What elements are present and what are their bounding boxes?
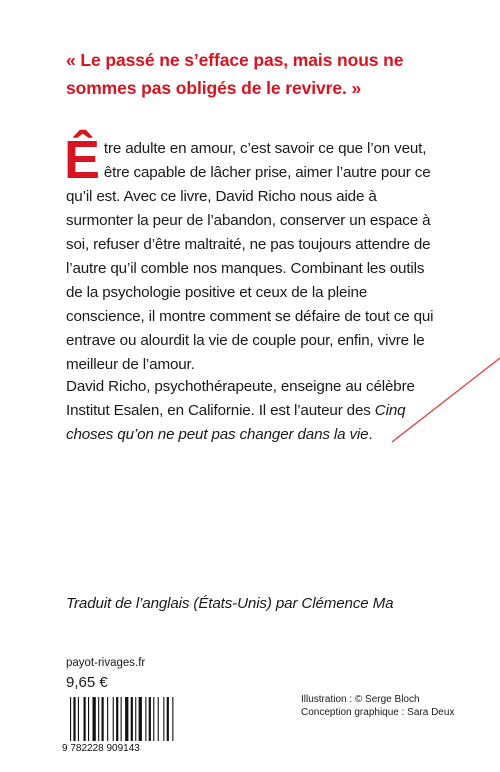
translator-credit: Traduit de l’anglais (États-Unis) par Clémence Ma: [66, 595, 394, 612]
bio-book-title: Cinq choses qu’on ne peut pas changer dans la vie: [66, 402, 406, 443]
pull-quote: « Le passé ne s’efface pas, mais nous ne sommes pas obligés de le revivre. »: [66, 50, 404, 98]
bio-end: .: [368, 426, 373, 443]
illustration-credit: Illustration : © Serge Bloch: [301, 694, 420, 705]
description-text: tre adulte en amour, c’est savoir ce que l’on veut, être capable de lâcher prise, aimer l’autre pour ce qu’il est. Avec ce livre, David Richo nous aide à surmonter la peur de l’abandon, conserver un espace à soi, refuser d’être maltraité, ne pas toujours attendre de l’autre qu’il comble nos manques. Combinant les outils de la psychologie positive et ceux de la pleine conscience, il montre comment se défaire de tout ce qui entrave ou alourdit la vie de couple pour, enfin, vivre le meilleur de l’amour.: [66, 140, 434, 373]
bio-text: David Richo, psychothérapeute, enseigne au célèbre Institut Esalen, en Californie. Il est l’auteur des: [66, 378, 415, 419]
credits: [301, 693, 454, 719]
design-credit: Conception graphique : Sara Deux: [301, 707, 455, 718]
barcode-number: 9 782228 909143: [62, 743, 140, 753]
book-description: [64, 130, 438, 377]
author-bio: [66, 375, 438, 447]
price: 9,65 €: [66, 674, 108, 691]
drop-cap-letter: Ê: [64, 130, 100, 190]
publisher-website: payot-rivages.fr: [66, 657, 146, 669]
barcode: [60, 697, 190, 753]
